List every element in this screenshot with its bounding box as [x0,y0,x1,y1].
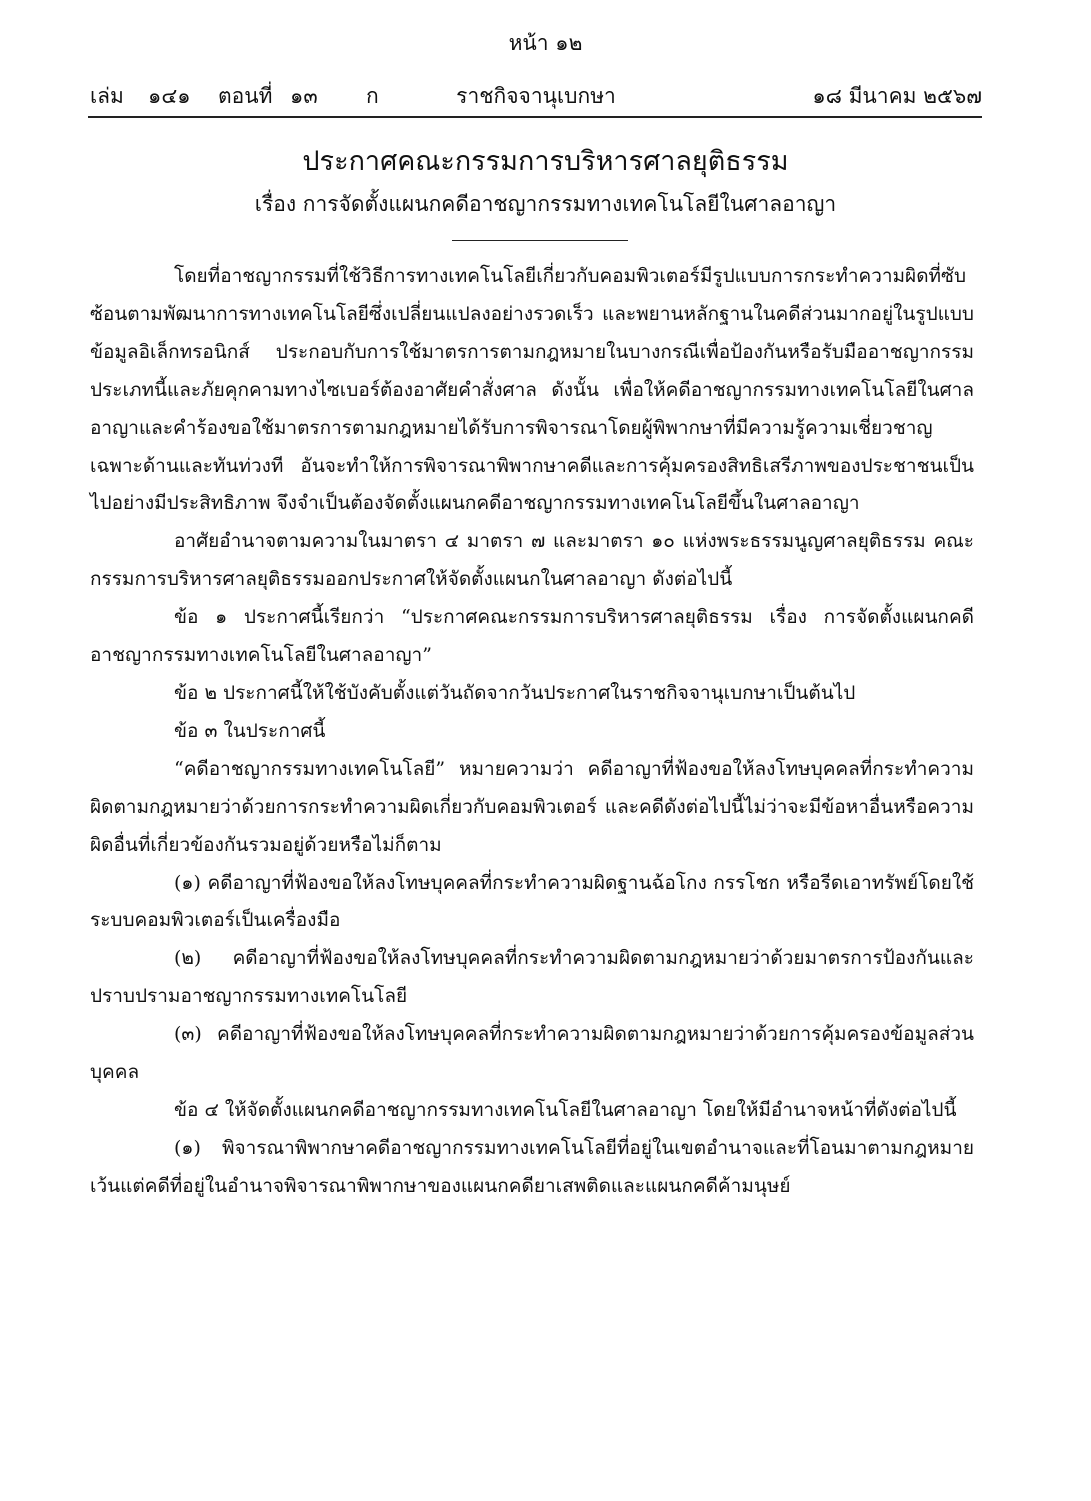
paragraph-authority: อาศัยอำนาจตามความในมาตรา ๔ มาตรา ๗ และมาตรา ๑๐ แห่งพระธรรมนูญศาลยุติธรรม คณะกรรมการบริหารศาลยุติธรรมออกประกาศให้จัดตั้งแผนกในศาลอาญา ดังต่อไปนี้ [90,530,974,591]
section-letter: ก [366,84,379,108]
part-label: ตอนที่ [218,84,273,108]
gazette-header [90,80,982,112]
document-title: ประกาศคณะกรรมการบริหารศาลยุติธรรม [302,146,789,177]
paragraph-preamble: โดยที่อาชญากรรมที่ใช้วิธีการทางเทคโนโลยีเกี่ยวกับคอมพิวเตอร์มีรูปแบบการกระทำความผิดที่ซับซ้อนตามพัฒนาการทางเทคโนโลยีซึ่งเปลี่ยนแปลงอย่างรวดเร็ว และพยานหลักฐานในคดีส่วนมากอยู่ในรูปแบบข้อมูลอิเล็กทรอนิกส์ ประกอบกับการใช้มาตรการตามกฎหมายในบางกรณีเพื่อป้องกันหรือรับมืออาชญากรรมประเภทนี้และภัยคุกคามทางไซเบอร์ต้องอาศัยคำสั่งศาล ดังนั้น เพื่อให้คดีอาชญากรรมทางเทคโนโลยีในศาลอาญาและคำร้องขอใช้มาตรการตามกฎหมายได้รับการพิจารณาโดยผู้พิพากษาที่มีความรู้ความเชี่ยวชาญเฉพาะด้านและทันท่วงที อันจะทำให้การพิจารณาพิพากษาคดีและการคุ้มครองสิทธิเสรีภาพของประชาชนเป็นไปอย่างมีประสิทธิภาพ จึงจำเป็นต้องจัดตั้งแผนกคดีอาชญากรรมทางเทคโนโลยีขึ้นในศาลอาญา [90,265,974,515]
publication-date: ๑๘ มีนาคม ๒๕๖๗ [812,84,982,108]
volume-number: ๑๔๑ [148,84,191,108]
clause-1: ข้อ ๑ ประกาศนี้เรียกว่า “ประกาศคณะกรรมการบริหารศาลยุติธรรม เรื่อง การจัดตั้งแผนกคดีอาชญากรรมทางเทคโนโลยีในศาลอาญา” [90,606,974,667]
document-subject: เรื่อง การจัดตั้งแผนกคดีอาชญากรรมทางเทคโนโลยีในศาลอาญา [254,192,837,216]
header-divider [88,116,982,118]
document-body [90,258,974,1206]
gazette-name: ราชกิจจานุเบกษา [456,84,616,108]
duty-item-1: (๑) พิจารณาพิพากษาคดีอาชญากรรมทางเทคโนโลยีที่อยู่ในเขตอำนาจและที่โอนมาตามกฎหมายเว้นแต่คดีที่อยู่ในอำนาจพิจารณาพิพากษาของแผนกคดียาเสพติดและแผนกคดีค้ามนุษย์ [90,1136,974,1197]
volume-label: เล่ม [90,84,124,108]
clause-3: ข้อ ๓ ในประกาศนี้ [174,719,326,742]
page-number: หน้า ๑๒ [508,31,583,55]
definition-paragraph: “คดีอาชญากรรมทางเทคโนโลยี” หมายความว่า คดีอาญาที่ฟ้องขอให้ลงโทษบุคคลที่กระทำความผิดตามกฎหมายว่าด้วยการกระทำความผิดเกี่ยวกับคอมพิวเตอร์ และคดีดังต่อไปนี้ไม่ว่าจะมีข้อหาอื่นหรือความผิดอื่นที่เกี่ยวข้องกันรวมอยู่ด้วยหรือไม่ก็ตาม [90,757,974,856]
clause-2: ข้อ ๒ ประกาศนี้ให้ใช้บังคับตั้งแต่วันถัดจากวันประกาศในราชกิจจานุเบกษาเป็นต้นไป [174,681,856,704]
definition-item-1: (๑) คดีอาญาที่ฟ้องขอให้ลงโทษบุคคลที่กระทำความผิดฐานฉ้อโกง กรรโชก หรือรีดเอาทรัพย์โดยใช้ระบบคอมพิวเตอร์เป็นเครื่องมือ [90,871,974,932]
definition-item-3: (๓) คดีอาญาที่ฟ้องขอให้ลงโทษบุคคลที่กระทำความผิดตามกฎหมายว่าด้วยการคุ้มครองข้อมูลส่วนบุคคล [90,1023,974,1084]
definition-item-2: (๒) คดีอาญาที่ฟ้องขอให้ลงโทษบุคคลที่กระทำความผิดตามกฎหมายว่าด้วยมาตรการป้องกันและปราบปรามอาชญากรรมทางเทคโนโลยี [90,947,974,1008]
clause-4: ข้อ ๔ ให้จัดตั้งแผนกคดีอาชญากรรมทางเทคโนโลยีในศาลอาญา โดยให้มีอำนาจหน้าที่ดังต่อไปนี้ [174,1098,957,1121]
title-divider [452,240,628,241]
part-number: ๑๓ [290,84,318,108]
